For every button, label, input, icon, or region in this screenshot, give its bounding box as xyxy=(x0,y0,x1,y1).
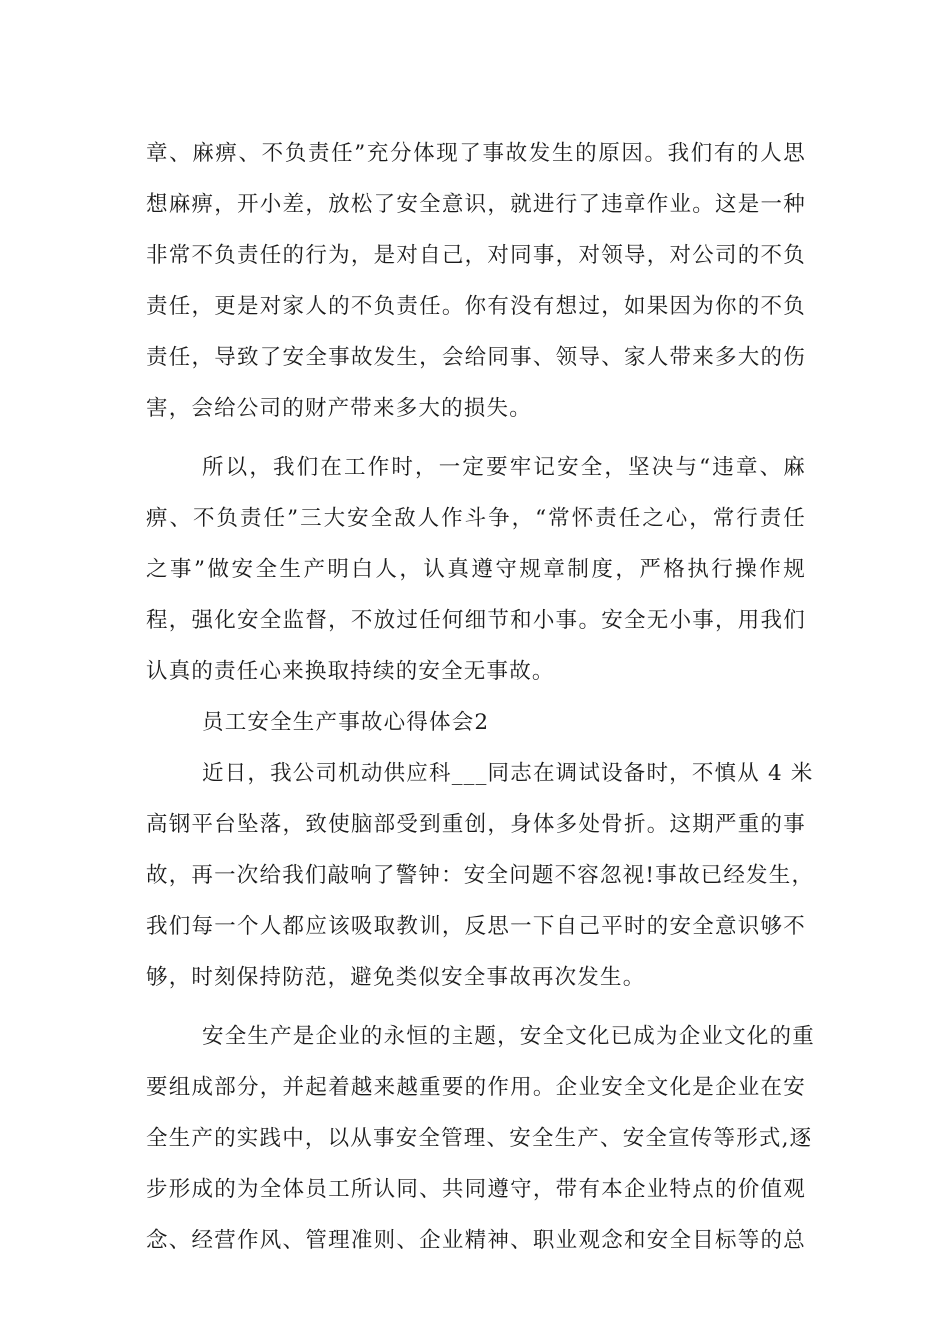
paragraph xyxy=(146,748,815,1003)
paragraph xyxy=(146,1011,815,1266)
text-line: 害，会给公司的财产带来多大的损失。 xyxy=(146,396,532,421)
text-line: 之事”做安全生产明白人，认真遵守规章制度，严格执行操作规 xyxy=(146,557,806,582)
document-body xyxy=(146,128,815,1266)
text-line: 想麻痹，开小差，放松了安全意识，就进行了违章作业。这是一种 xyxy=(146,192,806,217)
text-line: 全生产的实践中，以从事安全管理、安全生产、安全宣传等形式,逐 xyxy=(146,1126,813,1151)
text-line: 够，时刻保持防范，避免类似安全事故再次发生。 xyxy=(146,965,646,990)
text-line: 章、麻痹、不负责任”充分体现了事故发生的原因。我们有的人思 xyxy=(146,141,806,166)
text-line: 高钢平台坠落，致使脑部受到重创，身体多处骨折。这期严重的事 xyxy=(146,812,806,837)
text-line: 近日，我公司机动供应科___同志在调试设备时，不慎从 4 米 xyxy=(202,761,814,786)
text-line: 非常不负责任的行为，是对自己，对同事，对领导，对公司的不负 xyxy=(146,243,806,268)
paragraph xyxy=(146,128,806,434)
text-line: 程，强化安全监督，不放过任何细节和小事。安全无小事，用我们 xyxy=(146,608,806,633)
paragraph xyxy=(146,442,806,697)
text-line: 责任，导致了安全事故发生，会给同事、领导、家人带来多大的伤 xyxy=(146,345,806,370)
text-line: 所以，我们在工作时，一定要牢记安全，坚决与“违章、麻 xyxy=(202,455,806,480)
text-line: 我们每一个人都应该吸取教训，反思一下自己平时的安全意识够不 xyxy=(146,914,806,939)
text-line: 安全生产是企业的永恒的主题，安全文化已成为企业文化的重 xyxy=(202,1024,815,1049)
text-line: 认真的责任心来换取持续的安全无事故。 xyxy=(146,659,555,684)
text-line: 责任，更是对家人的不负责任。你有没有想过，如果因为你的不负 xyxy=(146,294,806,319)
text-line: 念、经营作风、管理准则、企业精神、职业观念和安全目标等的总 xyxy=(146,1228,806,1253)
text-line: 要组成部分，并起着越来越重要的作用。企业安全文化是企业在安 xyxy=(146,1075,806,1100)
text-line: 故，再一次给我们敲响了警钟：安全问题不容忽视!事故已经发生， xyxy=(146,863,815,888)
section-heading: 员工安全生产事故心得体会2 xyxy=(202,710,490,735)
text-line: 步形成的为全体员工所认同、共同遵守，带有本企业特点的价值观 xyxy=(146,1177,806,1202)
text-line: 痹、不负责任”三大安全敌人作斗争，“常怀责任之心，常行责任 xyxy=(146,506,806,531)
